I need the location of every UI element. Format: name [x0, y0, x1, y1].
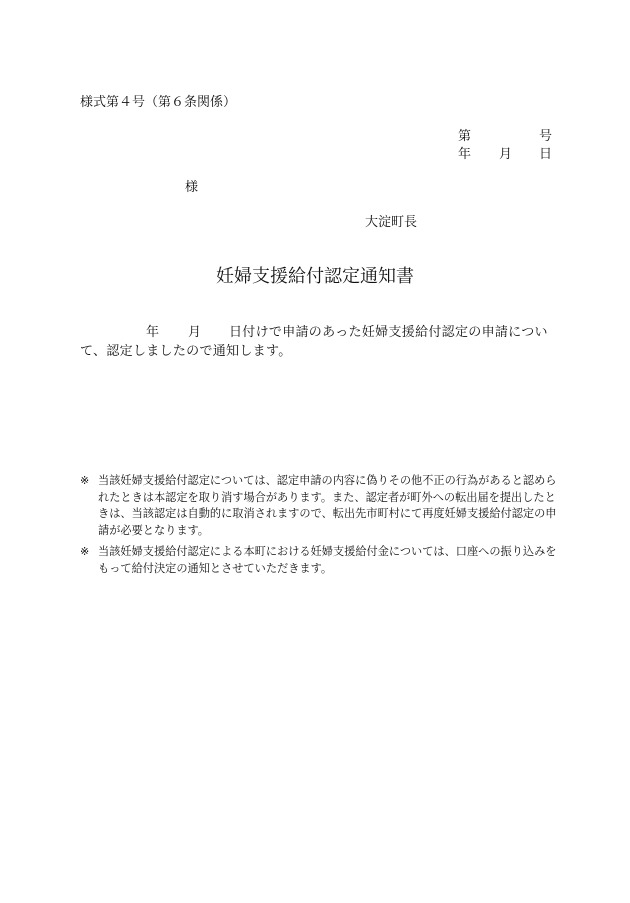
note-line: きは、当該認定は自動的に取消されますので、転出先市町村にて再度妊婦支援給付認定の申	[98, 507, 557, 520]
note-line: れたときは本認定を取り消す場合があります。また、認定者が町外への転出届を提出したと	[98, 490, 556, 504]
body-month: 月	[188, 325, 202, 340]
note-mark: ※	[80, 474, 90, 487]
body-line-2: て、認定しましたので通知します。	[80, 344, 292, 359]
date-day: 日	[539, 147, 553, 162]
note-mark: ※	[80, 545, 90, 558]
addressee-honorific: 様	[185, 180, 199, 195]
doc-number-prefix: 第	[458, 129, 472, 144]
body-year: 年	[146, 325, 160, 340]
date-year: 年	[458, 147, 472, 162]
form-number: 様式第４号（第６条関係）	[80, 95, 237, 110]
note-line: 当該妊婦支援給付認定による本町における妊婦支援給付金については、口座への振り込みを	[98, 545, 557, 558]
body-line-1: 日付けで申請のあった妊婦支援給付認定の申請につい	[229, 325, 548, 340]
date-month: 月	[499, 147, 513, 162]
note-line: 当該妊婦支援給付認定については、認定申請の内容に偽りその他不正の行為があると認めら	[98, 474, 557, 487]
page-title: 妊婦支援給付認定通知書	[216, 266, 414, 287]
issuer: 大淀町長	[365, 215, 418, 230]
note-line: もって給付決定の通知とさせていただきます。	[98, 561, 333, 575]
note-line: 請が必要となります。	[98, 523, 209, 537]
doc-number-suffix: 号	[539, 129, 553, 144]
